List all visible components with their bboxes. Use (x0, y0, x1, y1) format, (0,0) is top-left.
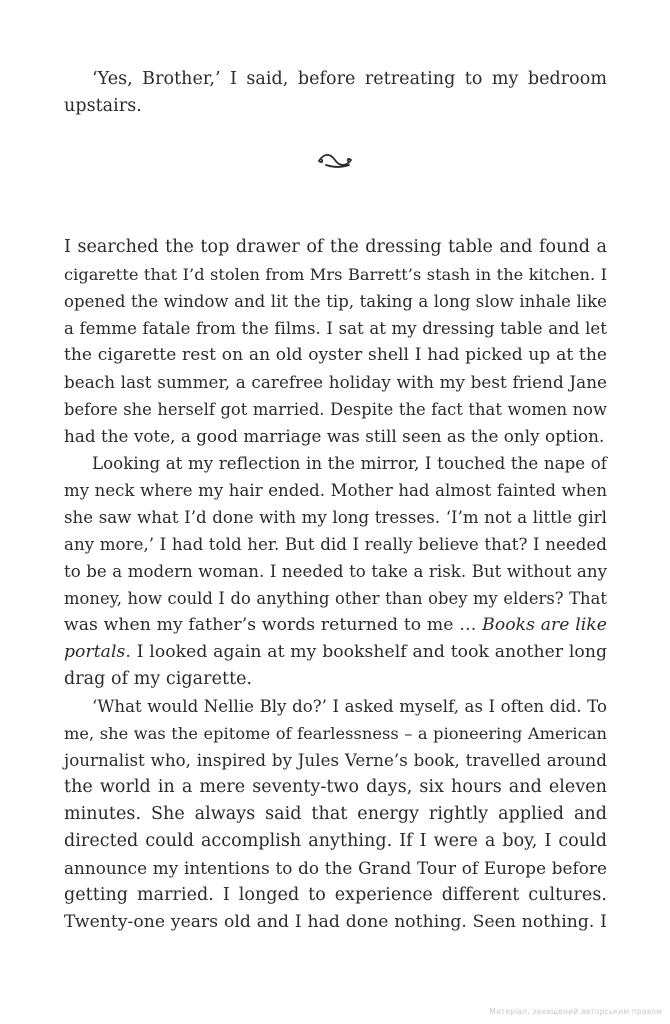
text-line: drag of my cigarette. (64, 669, 253, 689)
text-line: any more,’ I had told her. But did I really believe that? I needed (64, 535, 607, 554)
text-line: Looking at my reflection in the mirror, I touched the nape of (92, 454, 607, 473)
text-line: money, how could I do anything other than obey my elders? That (64, 589, 607, 608)
text-segment: . I looked again at my bookshelf and took another long (125, 642, 607, 662)
text-line: minutes. She always said that energy rightly applied and (64, 804, 607, 824)
text-line: ‘Yes, Brother,’ I said, before retreating to my bedroom (92, 69, 607, 89)
copyright-watermark: Матеріал, захищений авторським правом (489, 1007, 662, 1016)
text-line: Twenty-one years old and I had done nothing. Seen nothing. I (64, 912, 607, 932)
text-segment: was when my father’s words returned to me … (64, 615, 483, 635)
text-line (64, 612, 607, 639)
text-line: me, she was the epitome of fearlessness – a pioneering American (64, 724, 607, 743)
text-line: getting married. I longed to experience different cultures. (64, 885, 607, 905)
section-break-ornament (64, 134, 607, 188)
text-line: beach last summer, a carefree holiday with my best friend Jane (64, 372, 607, 392)
text-line: the cigarette rest on an old oyster shell I had picked up at the (64, 345, 607, 365)
text-line: she saw what I’d done with my long tresses. ‘I’m not a little girl (64, 508, 607, 527)
text-line: had the vote, a good marriage was still seen as the only option. (64, 426, 605, 446)
text-line: ‘What would Nellie Bly do?’ I asked myself, as I often did. To (92, 697, 607, 716)
text-line: to be a modern woman. I needed to take a risk. But without any (64, 562, 607, 581)
text-line: cigarette that I’d stolen from Mrs Barrett’s stash in the kitchen. I (64, 265, 607, 284)
text-line: journalist who, inspired by Jules Verne’s book, travelled around (64, 751, 607, 770)
text-line: my neck where my hair ended. Mother had almost fainted when (64, 481, 607, 500)
book-page (64, 66, 607, 936)
text-line (64, 639, 607, 666)
text-line: upstairs. (64, 96, 142, 116)
text-line: the world in a mere seventy-two days, six hours and eleven (64, 777, 607, 797)
text-line: opened the window and lit the tip, taking a long slow inhale like (64, 292, 607, 311)
paragraph-3 (64, 693, 607, 936)
italic-quote: portals (64, 642, 126, 662)
paragraph-1 (64, 234, 607, 450)
text-line: announce my intentions to do the Grand Tour of Europe before (64, 858, 607, 878)
italic-quote: Books are like (482, 615, 607, 635)
paragraph-2 (64, 450, 607, 693)
swash-ornament-icon (316, 152, 356, 170)
text-line: a femme fatale from the films. I sat at my dressing table and let (64, 319, 607, 338)
text-line: I searched the top drawer of the dressing table and found a (64, 237, 607, 257)
text-line: before she herself got married. Despite the fact that women now (64, 400, 607, 419)
dialogue-paragraph (64, 66, 607, 120)
text-line: directed could accomplish anything. If I were a boy, I could (64, 831, 607, 851)
